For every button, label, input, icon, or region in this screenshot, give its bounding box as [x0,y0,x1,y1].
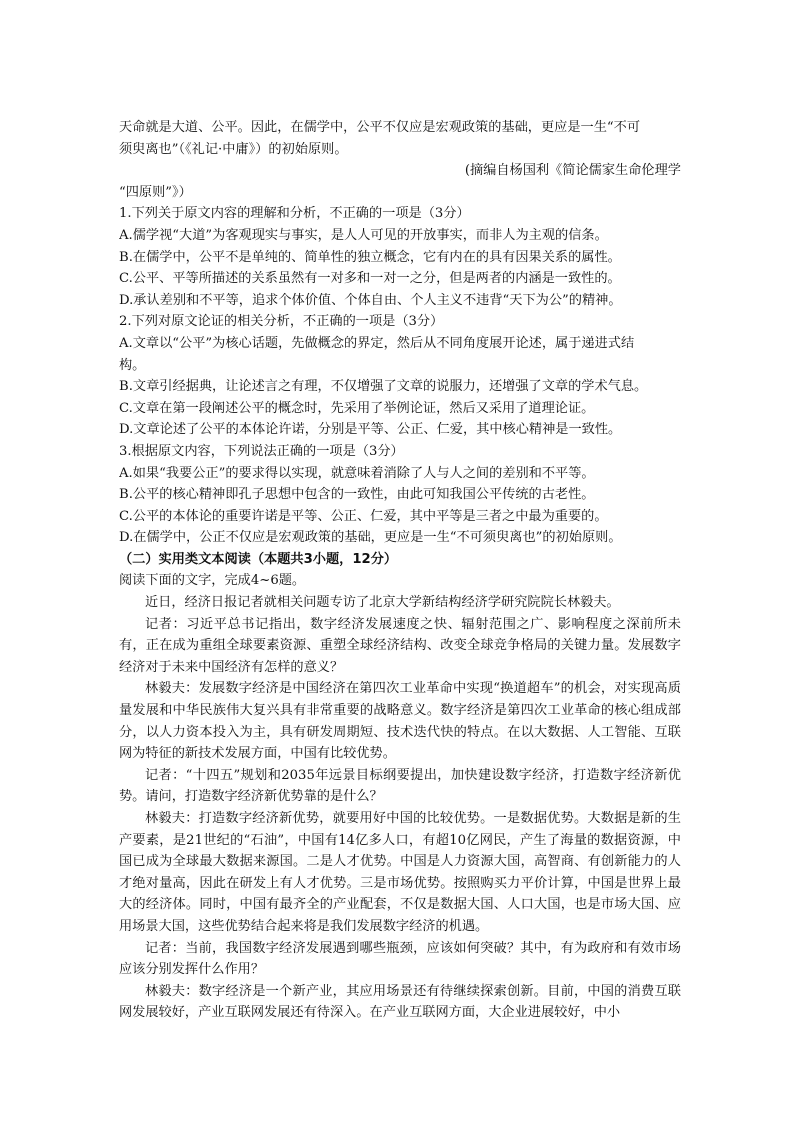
text-line: 须臾离也”（《礼记·中庸》）的初始原则。 [119,141,348,157]
option-1d: D.承认差别和不平等，追求个体价值、个体自由、个人主义不违背“天下为公”的精神。 [119,292,622,308]
option-1a: A.儒学视“大道”为客观现实与事实，是人人可见的开放事实，而非人为主观的信条。 [119,227,608,243]
interview-paragraph: 林毅夫：数字经济是一个新产业，其应用场景还有待继续探索创新。目前，中国的消费互联网发展较好，产业互联网发展还有待深入。在产业互联网方面，大企业进展较好，中小 [119,983,681,1021]
option-2a: A.文章以“公平”为核心话题，先做概念的界定，然后从不同角度展开论述，属于递进式结 [119,335,635,351]
interview-paragraph: 记者：习近平总书记指出，数字经济发展速度之快、辐射范围之广、影响程度之深前所未有，正在成为重组全球要素资源、重塑全球经济结构、改变全球竞争格局的关键力量。发展数字经济对于未来中国经济有怎样的意义？ [119,616,681,675]
option-3d: D.在儒学中，公正不仅应是宏观政策的基础，更应是一生“不可须臾离也”的初始原则。 [119,530,622,546]
option-1b: B.在儒学中，公平不是单纯的、简单性的独立概念，它有内在的具有因果关系的属性。 [119,249,621,265]
question-2: 2.下列对原文论证的相关分析，不正确的一项是（3分） [119,314,444,330]
option-3a: A.如果“我要公正”的要求得以实现，就意味着消除了人与人之间的差别和不平等。 [119,465,595,481]
option-2a-cont: 构。 [119,357,146,373]
option-2b: B.文章引经据典，让论述言之有理，不仅增强了文章的说服力，还增强了文章的学术气息。 [119,379,648,395]
source-citation-cont: “四原则”》） [119,184,192,200]
interview-paragraph: 记者：“十四五”规划和2035年远景目标纲要提出，加快建设数字经济，打造数字经济新优势。请问，打造数字经济新优势靠的是什么？ [119,767,681,805]
option-1c: C.公平、平等所描述的关系虽然有一对多和一对一之分，但是两者的内涵是一致性的。 [119,271,621,287]
reading-instruction: 阅读下面的文字，完成4~6题。 [119,573,306,589]
option-3c: C.公平的本体论的重要许诺是平等、公正、仁爱，其中平等是三者之中最为重要的。 [119,508,608,524]
source-citation: (摘编自杨国利《简论儒家生命伦理学 [464,163,681,179]
intro-paragraph: 近日，经济日报记者就相关问题专访了北京大学新结构经济学研究院院长林毅夫。 [145,595,620,611]
interview-paragraph: 林毅夫：发展数字经济是中国经济在第四次工业革命中实现“换道超车”的机会，对实现高质量发展和中华民族伟大复兴具有非常重要的战略意义。数字经济是第四次工业革命的核心组成部分，以人力资本投入为主，具有研发周期短、技术迭代快的特点。在以大数据、人工智能、互联网为特征的新技术发展方面，中国有比较优势。 [119,681,681,762]
section-heading: （二）实用类文本阅读（本题共3小题，12分） [119,551,398,567]
option-2d: D.文章论述了公平的本体论许诺，分别是平等、公正、仁爱，其中核心精神是一致性。 [119,422,622,438]
question-1: 1.下列关于原文内容的理解和分析，不正确的一项是（3分） [119,206,470,222]
interview-paragraph: 林毅夫：打造数字经济新优势，就要用好中国的比较优势。一是数据优势。大数据是新的生产要素，是21世纪的“石油”，中国有14亿多人口，有超10亿网民，产生了海量的数据资源，中国已成为全球最大数据来源国。二是人才优势。中国是人力资源大国，高智商、有创新能力的人才绝对量高，因此在研发上有人才优势。三是市场优势。按照购买力平价计算，中国是世界上最大的经济体。同时，中国有最齐全的产业配套，不仅是数据大国、人口大国，也是市场大国、应用场景大国，这些优势结合起来将是我们发展数字经济的机遇。 [119,811,681,934]
option-2c: C.文章在第一段阐述公平的概念时，先采用了举例论证，然后又采用了道理论证。 [119,400,595,416]
interview-paragraph: 记者：当前，我国数字经济发展遇到哪些瓶颈，应该如何突破？其中，有为政府和有效市场应该分别发挥什么作用？ [119,940,681,978]
option-3b: B.公平的核心精神即孔子思想中包含的一致性，由此可知我国公平传统的古老性。 [119,487,595,503]
document-body [119,117,681,1024]
text-line: 天命就是大道、公平。因此，在儒学中，公平不仅应是宏观政策的基础，更应是一生“不可 [119,120,641,135]
question-3: 3.根据原文内容，下列说法正确的一项是（3分） [119,443,404,459]
